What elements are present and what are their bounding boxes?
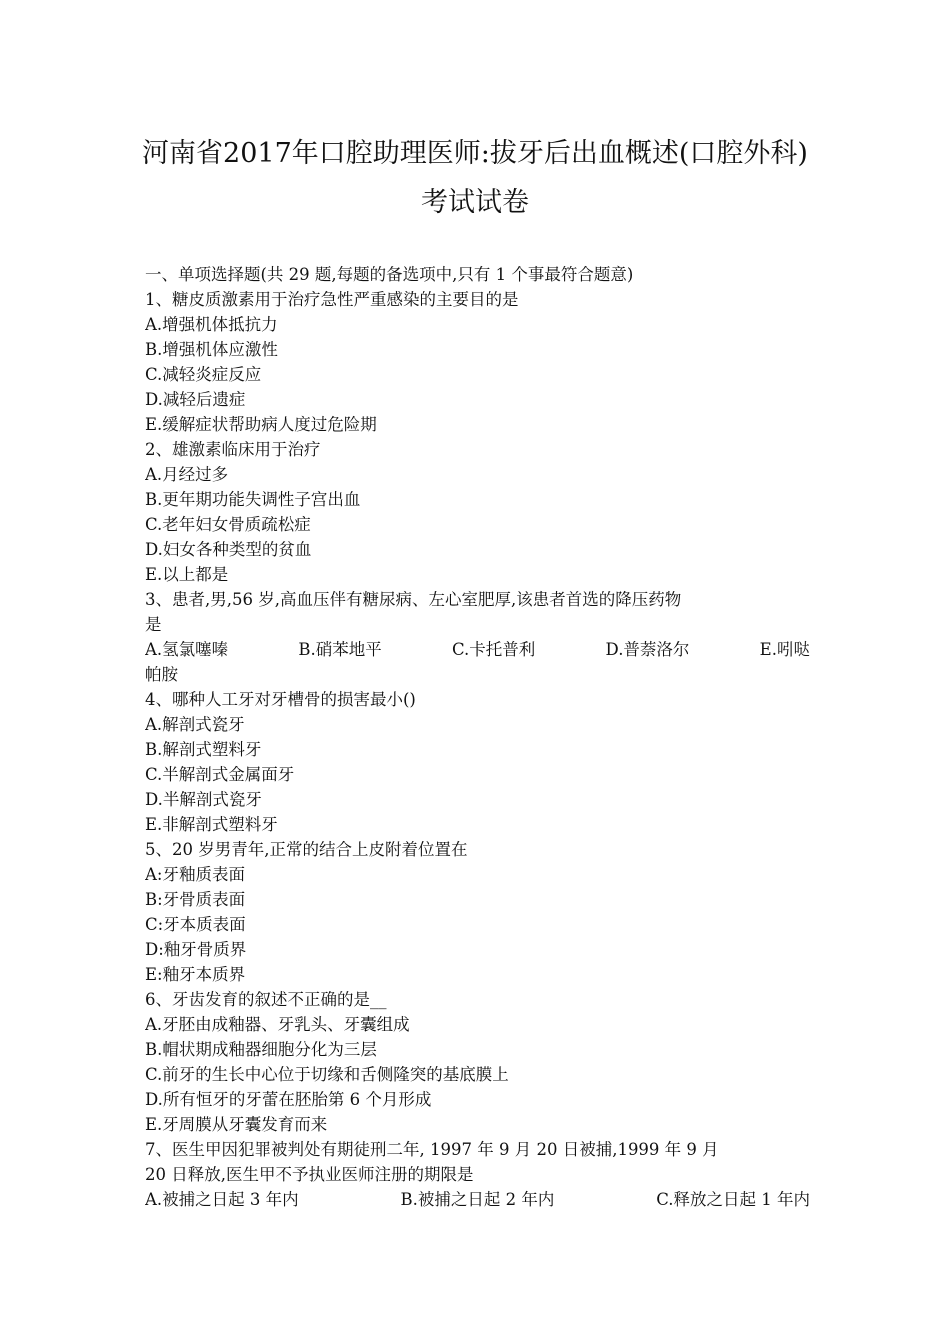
question-3-option-b: B.硝苯地平 [298, 640, 382, 659]
question-6-option-a: A.牙胚由成釉器、牙乳头、牙囊组成 [145, 1015, 410, 1034]
question-3-option-a: A.氢氯噻嗪 [145, 640, 229, 659]
question-1-option-d: D.减轻后遗症 [145, 390, 246, 409]
question-4-option-d: D.半解剖式瓷牙 [145, 790, 262, 809]
question-2-option-b: B.更年期功能失调性子宫出血 [145, 490, 361, 509]
question-3-option-d: D.普萘洛尔 [605, 640, 690, 659]
question-5-option-d: D:釉牙骨质界 [145, 940, 247, 959]
question-3-stem-line1: 3、患者,男,56 岁,高血压伴有糖尿病、左心室肥厚,该患者首选的降压药物 [145, 590, 682, 609]
question-3-option-e: E.吲哒 [759, 640, 810, 659]
question-2-option-c: C.老年妇女骨质疏松症 [145, 515, 311, 534]
question-3-stem-line2: 是 [145, 615, 162, 634]
question-4-option-b: B.解剖式塑料牙 [145, 740, 262, 759]
question-1-stem: 1、糖皮质激素用于治疗急性严重感染的主要目的是 [145, 290, 519, 309]
question-1-option-e: E.缓解症状帮助病人度过危险期 [145, 415, 377, 434]
question-7-option-c: C.释放之日起 1 年内 [656, 1190, 810, 1209]
question-7-stem-line1: 7、医生甲因犯罪被判处有期徒刑二年, 1997 年 9 月 20 日被捕,1999 年 9 月 [145, 1140, 719, 1159]
question-1-option-b: B.增强机体应激性 [145, 340, 278, 359]
question-1-option-c: C.减轻炎症反应 [145, 365, 262, 384]
question-4-option-c: C.半解剖式金属面牙 [145, 765, 295, 784]
question-6-option-b: B.帽状期成釉器细胞分化为三层 [145, 1040, 377, 1059]
question-5-stem: 5、20 岁男青年,正常的结合上皮附着位置在 [145, 840, 468, 859]
exam-body [145, 262, 810, 1212]
question-6-option-c: C.前牙的生长中心位于切缘和舌侧隆突的基底膜上 [145, 1065, 509, 1084]
document-title-line1: 河南省2017年口腔助理医师:拔牙后出血概述(口腔外科) [142, 138, 808, 169]
question-6-option-e: E.牙周膜从牙囊发育而来 [145, 1115, 328, 1134]
question-1-option-a: A.增强机体抵抗力 [145, 315, 278, 334]
question-7-option-b: B.被捕之日起 2 年内 [400, 1190, 555, 1209]
question-4-option-a: A.解剖式瓷牙 [145, 715, 245, 734]
question-5-option-b: B:牙骨质表面 [145, 890, 246, 909]
question-2-option-a: A.月经过多 [145, 465, 229, 484]
question-3-option-c: C.卡托普利 [452, 640, 536, 659]
document-title-line2: 考试试卷 [421, 187, 529, 218]
question-3-options-row [145, 637, 810, 662]
question-2-option-d: D.妇女各种类型的贫血 [145, 540, 312, 559]
question-6-option-d: D.所有恒牙的牙蕾在胚胎第 6 个月形成 [145, 1090, 432, 1109]
question-5-option-c: C:牙本质表面 [145, 915, 246, 934]
question-7-options-row [145, 1187, 810, 1212]
question-2-stem: 2、雄激素临床用于治疗 [145, 440, 321, 459]
question-5-option-e: E:釉牙本质界 [145, 965, 246, 984]
question-6-stem: 6、牙齿发育的叙述不正确的是__ [145, 990, 387, 1009]
question-7-option-a: A.被捕之日起 3 年内 [145, 1190, 299, 1209]
question-4-option-e: E.非解剖式塑料牙 [145, 815, 278, 834]
section-heading: 一、单项选择题(共 29 题,每题的备选项中,只有 1 个事最符合题意) [145, 265, 634, 284]
question-7-stem-line2: 20 日释放,医生甲不予执业医师注册的期限是 [145, 1165, 474, 1184]
question-3-option-wrap: 帕胺 [145, 665, 178, 684]
question-5-option-a: A:牙釉质表面 [145, 865, 245, 884]
question-4-stem: 4、哪种人工牙对牙槽骨的损害最小() [145, 690, 416, 709]
question-2-option-e: E.以上都是 [145, 565, 229, 584]
